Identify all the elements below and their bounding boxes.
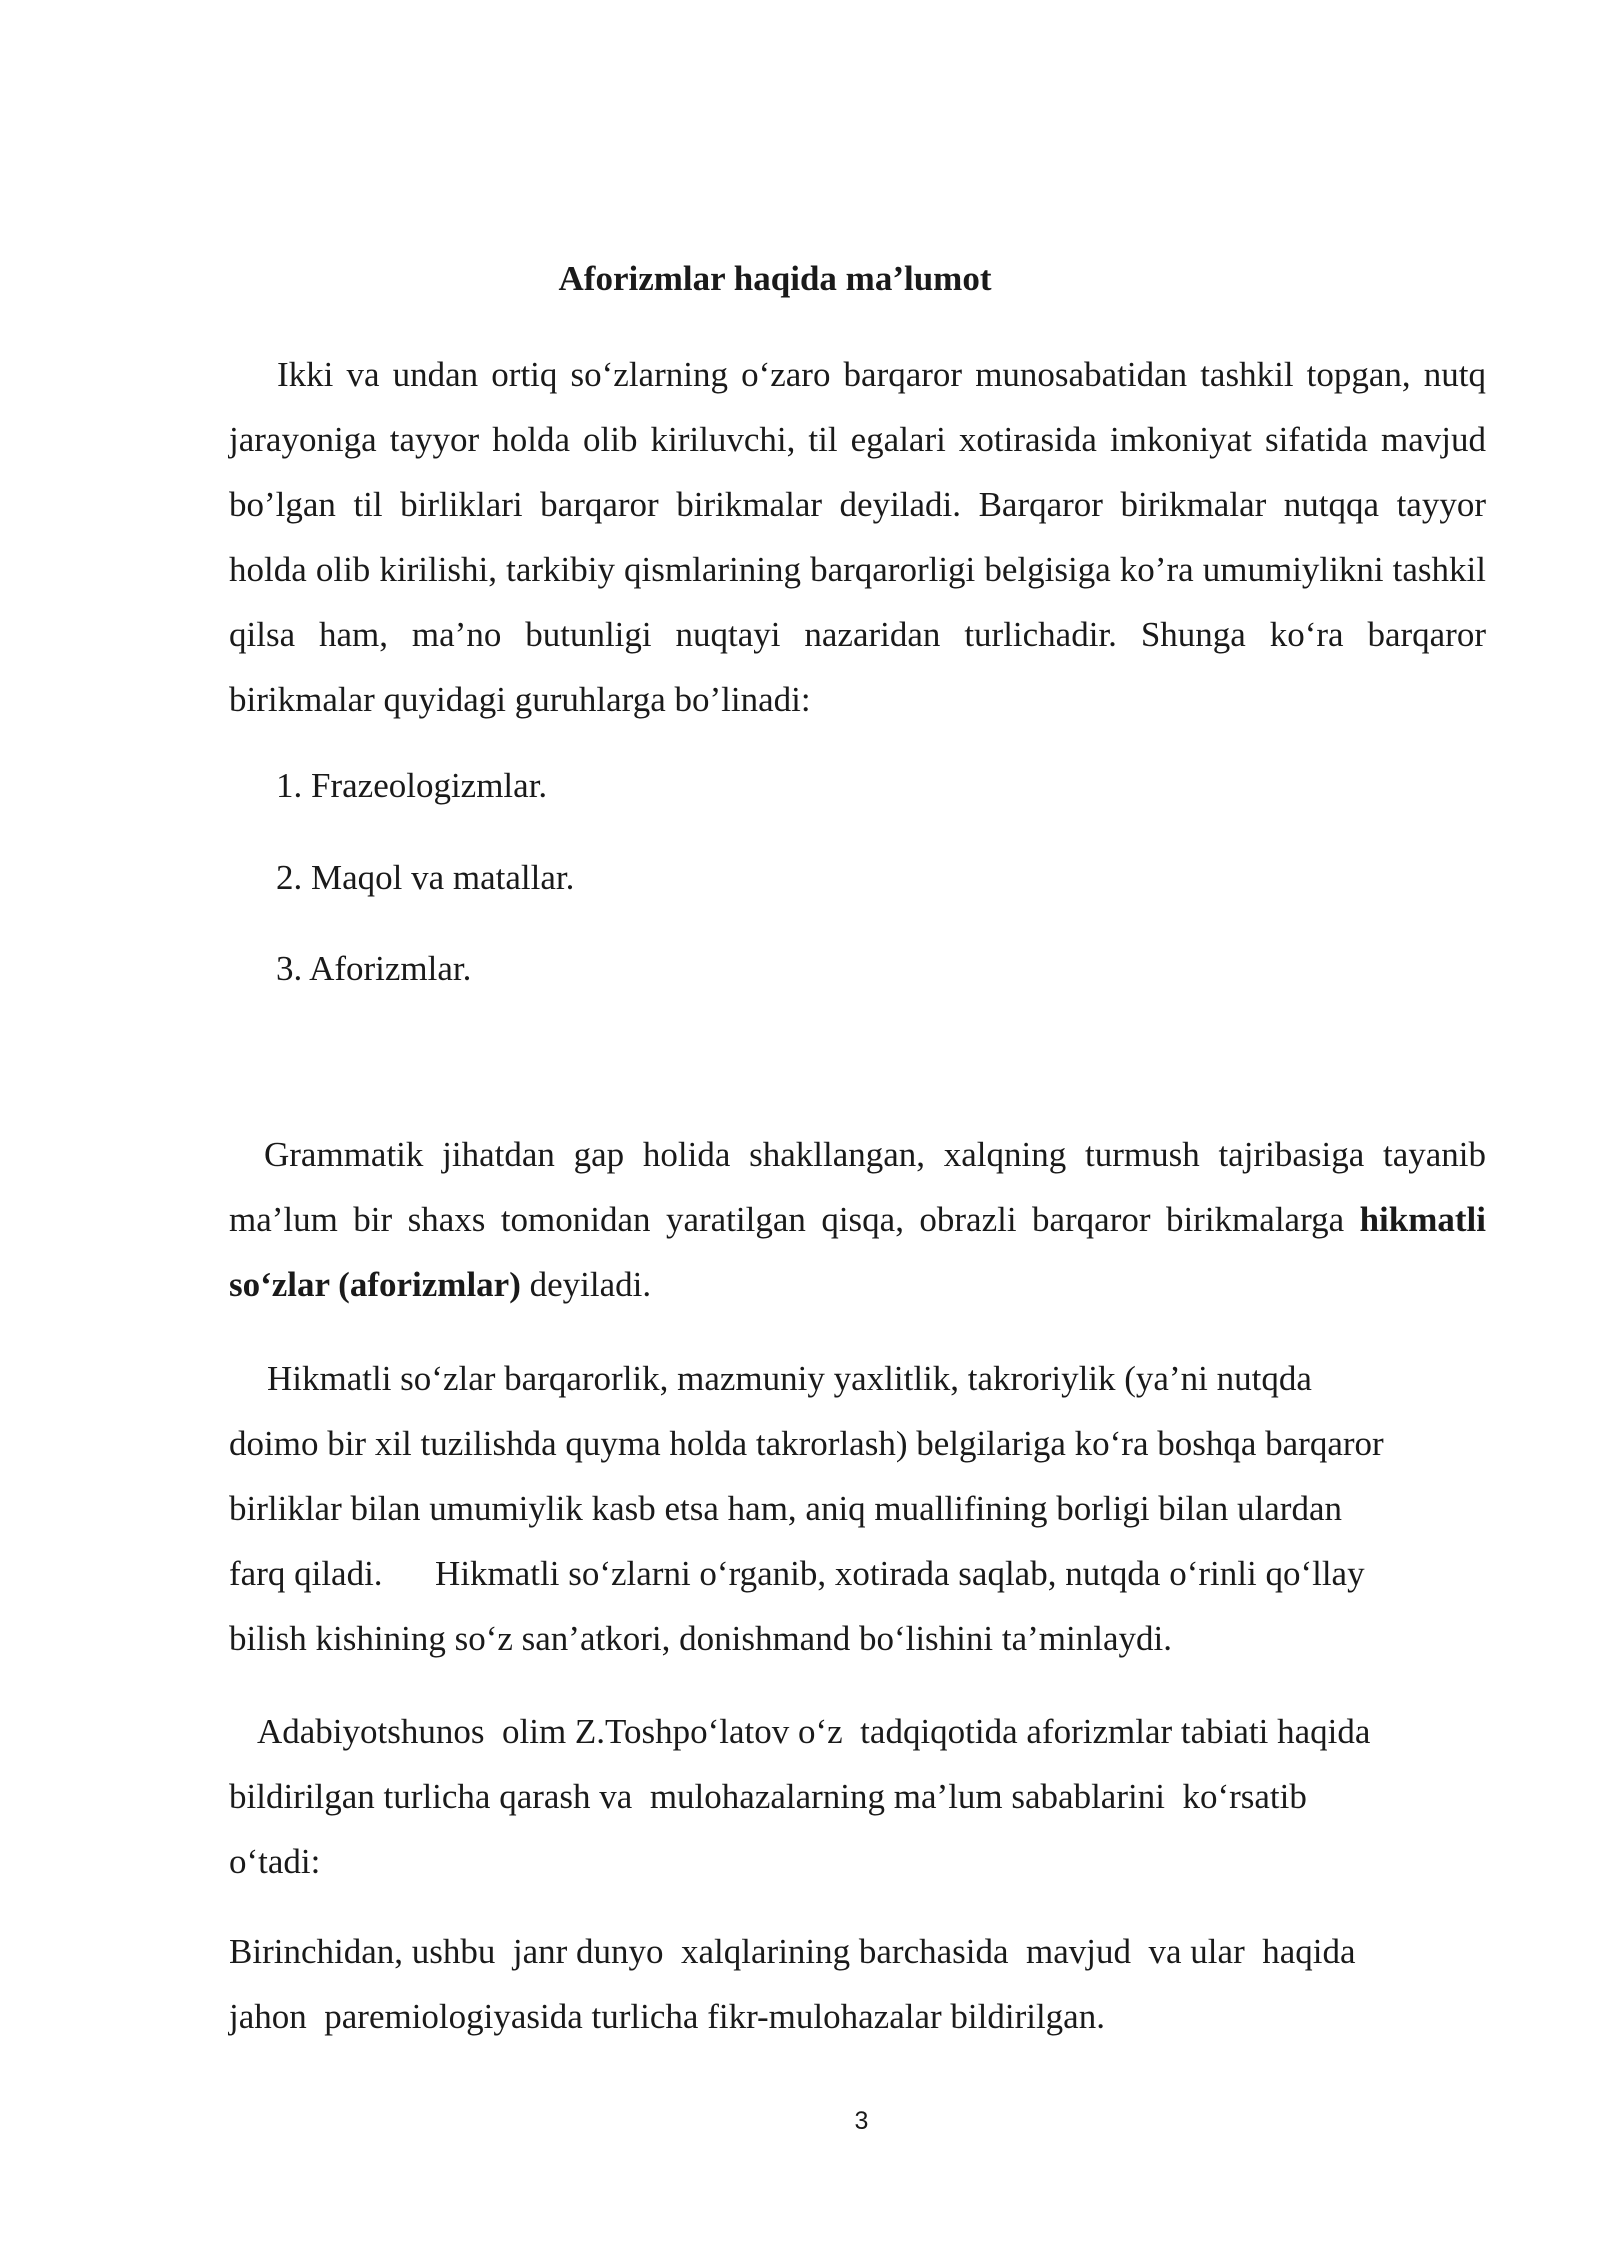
definition-ending: deyiladi.: [529, 1265, 652, 1304]
definition-term: hikmatli so‘zlar (aforizmlar): [229, 1200, 1486, 1304]
list-item-frazeologizmlar: 1. Frazeologizmlar.: [276, 766, 548, 805]
document-title: Aforizmlar haqida ma’lumot: [558, 259, 992, 298]
definition-paragraph: [229, 1122, 1486, 1317]
list-item-aforizmlar: 3. Aforizmlar.: [276, 949, 472, 988]
paragraph-line: o‘tadi:: [229, 1842, 321, 1881]
paragraph-line: Hikmatli so‘zlar barqarorlik, mazmuniy yaxlitlik, takroriylik (ya’ni nutqda: [267, 1359, 1312, 1398]
birinchidan-paragraph: [229, 1919, 1486, 2049]
hikmatli-paragraph: [229, 1346, 1486, 1671]
intro-paragraph: Ikki va undan ortiq so‘zlarning o‘zaro barqaror munosabatidan tashkil topgan, nutq jarayoniga tayyor holda olib kiriluvchi, til egalari xotirasida imkoniyat sifatida mavjud bo’lgan til birliklari barqaror birikmalar deyiladi. Barqaror birikmalar nutqqa tayyor holda olib kirilishi, tarkibiy qismlarining barqarorligi belgisiga ko’ra umumiylikni tashkil qilsa ham, ma’no butunligi nuqtayi nazaridan turlichadir. Shunga ko‘ra barqaror birikmalar quyidagi guruhlarga bo’linadi:: [229, 355, 1486, 719]
page-number: 3: [854, 2107, 869, 2135]
definition-text: Grammatik jihatdan gap holida shakllangan, xalqning turmush tajribasiga tayanib ma’lum bir shaxs tomonidan yaratilgan qisqa, obrazli barqaror birikmalarga: [229, 1135, 1486, 1239]
paragraph-line: bilish kishining so‘z san’atkori, donishmand bo‘lishini ta’minlaydi.: [229, 1619, 1172, 1658]
paragraph-line: bildirilgan turlicha qarash va mulohazalarning ma’lum sabablarini ko‘rsatib: [229, 1777, 1307, 1816]
list-item-maqol: 2. Maqol va matallar.: [276, 858, 575, 897]
paragraph-line: doimo bir xil tuzilishda quyma holda takrorlash) belgilariga ko‘ra boshqa barqaror: [229, 1424, 1384, 1463]
adabiyotshunos-paragraph: [229, 1699, 1486, 1894]
paragraph-line: Birinchidan, ushbu janr dunyo xalqlarining barchasida mavjud va ular haqida: [229, 1932, 1356, 1971]
paragraph-line: jahon paremiologiyasida turlicha fikr-mulohazalar bildirilgan.: [229, 1997, 1105, 2036]
paragraph-line: birliklar bilan umumiylik kasb etsa ham, aniq muallifining borligi bilan ulardan: [229, 1489, 1342, 1528]
paragraph-line: farq qiladi. Hikmatli so‘zlarni o‘rganib, xotirada saqlab, nutqda o‘rinli qo‘llay: [229, 1554, 1365, 1593]
paragraph-line: Adabiyotshunos olim Z.Toshpo‘latov o‘z tadqiqotida aforizmlar tabiati haqida: [257, 1712, 1371, 1751]
